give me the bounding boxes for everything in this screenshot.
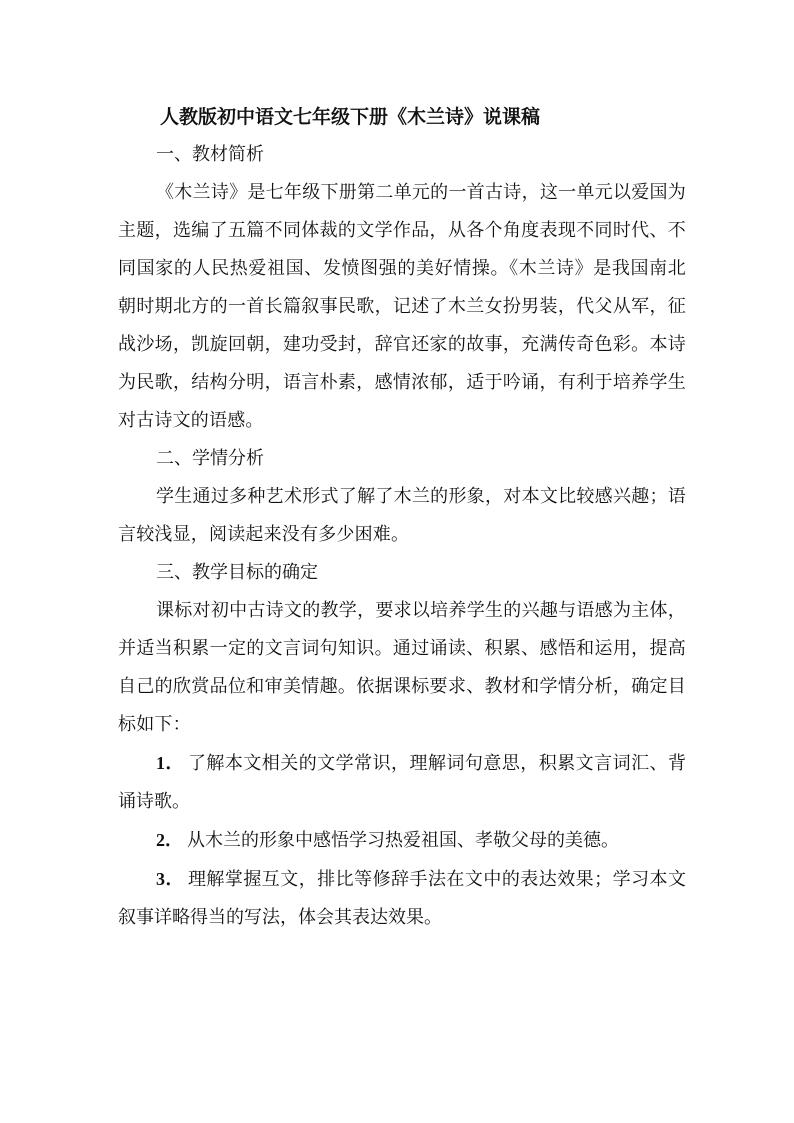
goal-text: 从木兰的形象中感悟学习热爱祖国、孝敬父母的美德。	[187, 830, 619, 851]
goal-number: 2．	[156, 830, 183, 850]
teaching-goals-paragraph: 课标对初中古诗文的教学，要求以培养学生的兴趣与语感为主体，并适当积累一定的文言词句知识。通过诵读、积累、感悟和运用，提高自己的欣赏品位和审美情趣。依据课标要求、教材和学情分析，确定目标如下：	[118, 600, 686, 735]
textbook-analysis-paragraph: 《木兰诗》是七年级下册第二单元的一首古诗，这一单元以爱国为主题，选编了五篇不同体裁的文学作品，从各个角度表现不同时代、不同国家的人民热爱祖国、发愤图强的美好情操。《木兰诗》是我国南北朝时期北方的一首长篇叙事民歌，记述了木兰女扮男装，代父从军，征战沙场，凯旋回朝，建功受封，辞官还家的故事，充满传奇色彩。本诗为民歌，结构分明，语言朴素，感情浓郁，适于吟诵，有利于培养学生对古诗文的语感。	[118, 182, 686, 431]
document-title: 人教版初中语文七年级下册《木兰诗》说课稿	[160, 106, 541, 128]
goal-item	[118, 821, 686, 860]
goal-text: 理解掌握互文，排比等修辞手法在文中的表达效果；学习本文叙事详略得当的写法，体会其表达效果。	[118, 869, 687, 928]
section-heading-textbook-analysis: 一、教材简析	[156, 144, 264, 165]
document-page	[118, 98, 686, 937]
goal-text: 了解本文相关的文学常识，理解词句意思，积累文言词汇、背诵诗歌。	[118, 753, 687, 812]
goal-number: 3．	[156, 869, 184, 889]
section-heading-teaching-goals: 三、教学目标的确定	[156, 562, 318, 583]
student-analysis-paragraph: 学生通过多种艺术形式了解了木兰的形象，对本文比较感兴趣；语言较浅显，阅读起来没有多少困难。	[118, 486, 686, 545]
section-heading-student-analysis: 二、学情分析	[156, 448, 264, 469]
goal-number: 1．	[156, 753, 184, 773]
goal-item	[118, 744, 686, 821]
goal-item	[118, 860, 686, 937]
